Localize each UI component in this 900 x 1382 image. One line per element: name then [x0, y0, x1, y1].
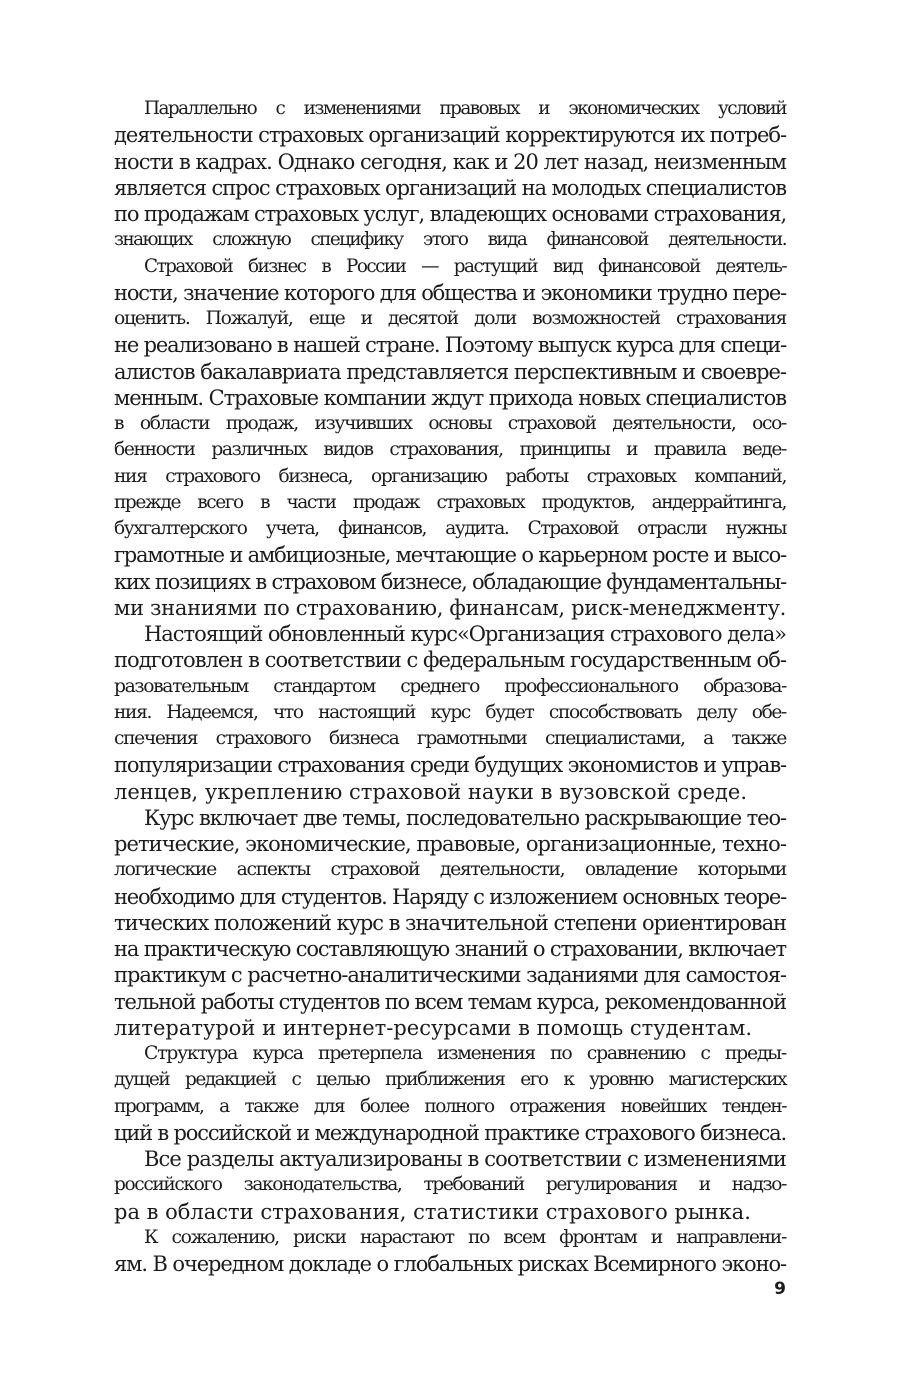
text-line: программ, а также для более полного отражения новейших тенден-: [114, 1095, 786, 1117]
page-number: 9: [774, 1279, 786, 1299]
text-line: на практическую составляющую знаний о страховании, включает: [114, 937, 786, 961]
text-line: тельной работы студентов по всем темам курса, рекомендованной: [114, 989, 786, 1014]
text-line: по продажам страховых услуг, владеющих основами страхования,: [114, 202, 786, 226]
text-line: ности, значение которого для общества и экономики трудно пере-: [114, 280, 786, 305]
text-line: российского законодательства, требований регулирования и надзо-: [114, 1174, 786, 1196]
text-line: прежде всего в части продаж страховых продуктов, андеррайтинга,: [114, 491, 786, 513]
text-line: Структура курса претерпела изменения по сравнению с преды-: [144, 1043, 786, 1064]
text-line: менным. Страховые компании ждут прихода новых специалистов: [114, 385, 786, 410]
text-line: бенности различных видов страхования, принципы и правила веде-: [114, 439, 786, 461]
paragraph: [114, 254, 786, 622]
paragraph: [114, 1225, 786, 1278]
text-line: Все разделы актуализированы в соответствии с изменениями: [144, 1147, 786, 1171]
text-line: необходимо для студентов. Наряду с изложением основных теоре-: [114, 884, 786, 909]
text-line: ности в кадрах. Однако сегодня, как и 20 лет назад, неизменным: [114, 149, 786, 174]
text-line: разовательным стандартом среднего профессионального образова-: [114, 675, 786, 697]
text-line: К сожалению, риски нарастают по всем фронтам и направлени-: [144, 1226, 786, 1248]
text-line: ких позициях в страховом бизнесе, обладающие фундаментальны-: [114, 569, 786, 594]
text-line: ретические, экономические, правовые, организационные, техно-: [114, 832, 786, 856]
paragraph: [114, 621, 786, 805]
text-line: практикум с расчетно-аналитическими заданиями для самостоя-: [114, 963, 786, 988]
paragraph: [114, 96, 786, 254]
text-line: бухгалтерского учета, финансов, аудита. Страховой отрасли нужны: [114, 518, 786, 539]
text-line: Настоящий обновленный курс«Организация страхового дела»: [144, 622, 786, 646]
text-line: дущей редакцией с целью приближения его к уровню магистерских: [114, 1069, 786, 1091]
text-line: спечения страхового бизнеса грамотными специалистами, а также: [114, 728, 786, 749]
text-line: грамотные и амбициозные, мечтающие о карьерном росте и высо-: [114, 543, 786, 568]
text-line: Параллельно с изменениями правовых и экономических условий: [144, 98, 786, 119]
text-line: ра в области страхования, статистики страхового рынка.: [114, 1199, 751, 1224]
text-line: не реализовано в нашей стране. Поэтому выпуск курса для специ-: [114, 333, 786, 358]
paragraph: [114, 1041, 786, 1146]
text-line: деятельности страховых организаций корректируются их потреб-: [114, 123, 786, 148]
text-line: ям. В очередном докладе о глобальных рисках Всемирного эконо-: [114, 1252, 786, 1276]
text-line: в области продаж, изучивших основы страховой деятельности, осо-: [114, 413, 786, 434]
text-line: знающих сложную специфику этого вида финансовой деятельности.: [114, 229, 786, 251]
paragraph: [114, 1146, 786, 1225]
text-line: алистов бакалавриата представляется перспективным и своевре-: [114, 359, 786, 384]
text-line: ния страхового бизнеса, организацию работы страховых компаний,: [114, 465, 786, 487]
text-line: оценить. Пожалуй, еще и десятой доли возможностей страхования: [114, 308, 786, 329]
text-line: ми знаниями по страхованию, финансам, риск-менеджменту.: [114, 595, 786, 620]
text-line: ций в российской и международной практике страхового бизнеса.: [114, 1120, 786, 1145]
text-line: Страховой бизнес в России — растущий вид финансовой деятель-: [144, 255, 786, 277]
body-text: [114, 96, 786, 1277]
text-line: тических положений курс в значительной степени ориентирован: [114, 910, 786, 935]
paragraph: [114, 805, 786, 1041]
text-line: ленцев, укреплению страховой науки в вузовской среде.: [114, 779, 748, 804]
text-line: логические аспекты страховой деятельности, овладение которыми: [114, 859, 786, 881]
text-line: ния. Надеемся, что настоящий курс будет способствовать делу обе-: [114, 701, 786, 723]
text-line: подготовлен в соответствии с федеральным государственным об-: [114, 648, 786, 673]
text-line: литературой и интернет-ресурсами в помощь студентам.: [114, 1015, 753, 1040]
text-line: Курс включает две темы, последовательно раскрывающие тео-: [144, 805, 786, 830]
text-line: является спрос страховых организаций на молодых специалистов: [114, 175, 786, 200]
text-line: популяризации страхования среди будущих экономистов и управ-: [114, 753, 786, 778]
